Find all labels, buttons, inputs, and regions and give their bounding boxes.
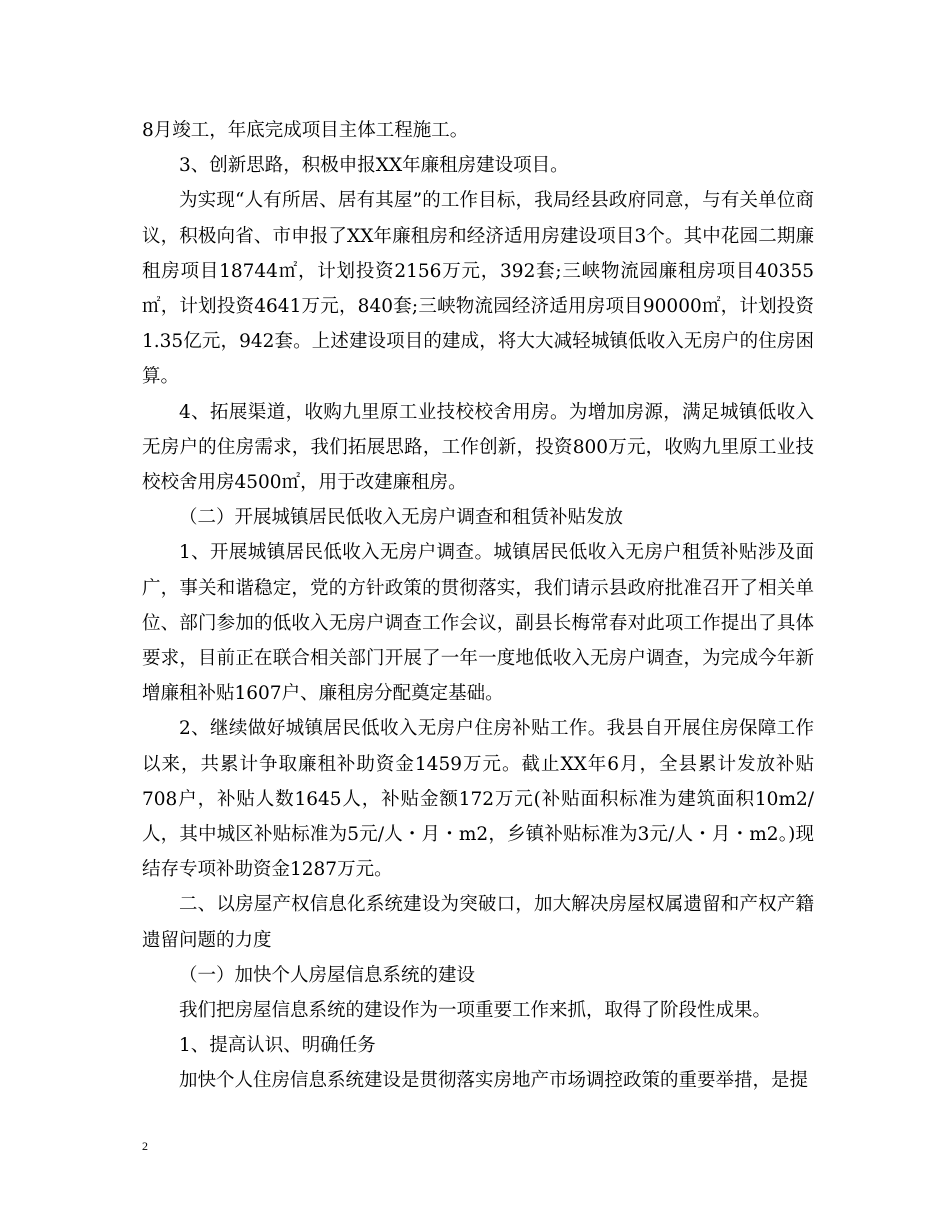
paragraph: 1、提高认识、明确任务 (179, 1035, 376, 1057)
paragraph: 8月竣工，年底完成项目主体工程施工。 (142, 120, 469, 141)
paragraph: 2、继续做好城镇居民低收入无房户住房补贴工作。我县自开展住房保障工作以来，共累计争取廉租补助资金1459万元。截止XX年6月，全县累计发放补贴708户，补贴人数1645人，补贴金额172万元(补贴面积标准为建筑面积10m2/人，其中城区补贴标准为5元/人・月・m2，乡镇补贴标准为3元/人・月・m2。)现结存专项补助资金1287万元。 (142, 718, 814, 881)
paragraph: 4、拓展渠道，收购九里原工业技校校舍用房。为增加房源，满足城镇低收入无房户的住房需求，我们拓展思路，工作创新，投资800万元，收购九里原工业技校校舍用房4500㎡，用于改建廉租房。 (142, 401, 814, 494)
section-heading: 二、以房屋产权信息化系统建设为突破口，加大解决房屋权属遗留和产权产籍遗留问题的力度 (142, 894, 814, 951)
paragraph: 1、开展城镇居民低收入无房户调查。城镇居民低收入无房户租赁补贴涉及面广，事关和谐稳定，党的方针政策的贯彻落实，我们请示县政府批准召开了相关单位、部门参加的低收入无房户调查工作会议，副县长梅常春对此项工作提出了具体要求，目前正在联合相关部门开展了一年一度地低收入无房户调查，为完成今年新增廉租补贴1607户、廉租房分配奠定基础。 (142, 542, 814, 705)
section-heading: （二）开展城镇居民低收入无房户调查和租赁补贴发放 (179, 507, 624, 529)
paragraph: 为实现“人有所居、居有其屋”的工作目标，我局经县政府同意，与有关单位商议，积极向省、市申报了XX年廉租房和经济适用房建设项目3个。其中花园二期廉租房项目18744㎡，计划投资2156万元，392套;三峡物流园廉租房项目40355㎡，计划投资4641万元，840套;三峡物流园经济适用房项目90000㎡，计划投资1.35亿元，942套。上述建设项目的建成，将大大减轻城镇低收入无房户的住房困算。 (142, 190, 814, 388)
paragraph: 加快个人住房信息系统建设是贯彻落实房地产市场调控政策的重要举措，是提 (179, 1070, 809, 1092)
page-number: 2 (142, 1139, 148, 1153)
section-heading: （一）加快个人房屋信息系统的建设 (179, 964, 476, 986)
paragraph: 我们把房屋信息系统的建设作为一项重要工作来抓，取得了阶段性成果。 (179, 1000, 772, 1022)
paragraph: 3、创新思路，积极申报XX年廉租房建设项目。 (179, 155, 569, 177)
document-body (142, 113, 814, 1099)
